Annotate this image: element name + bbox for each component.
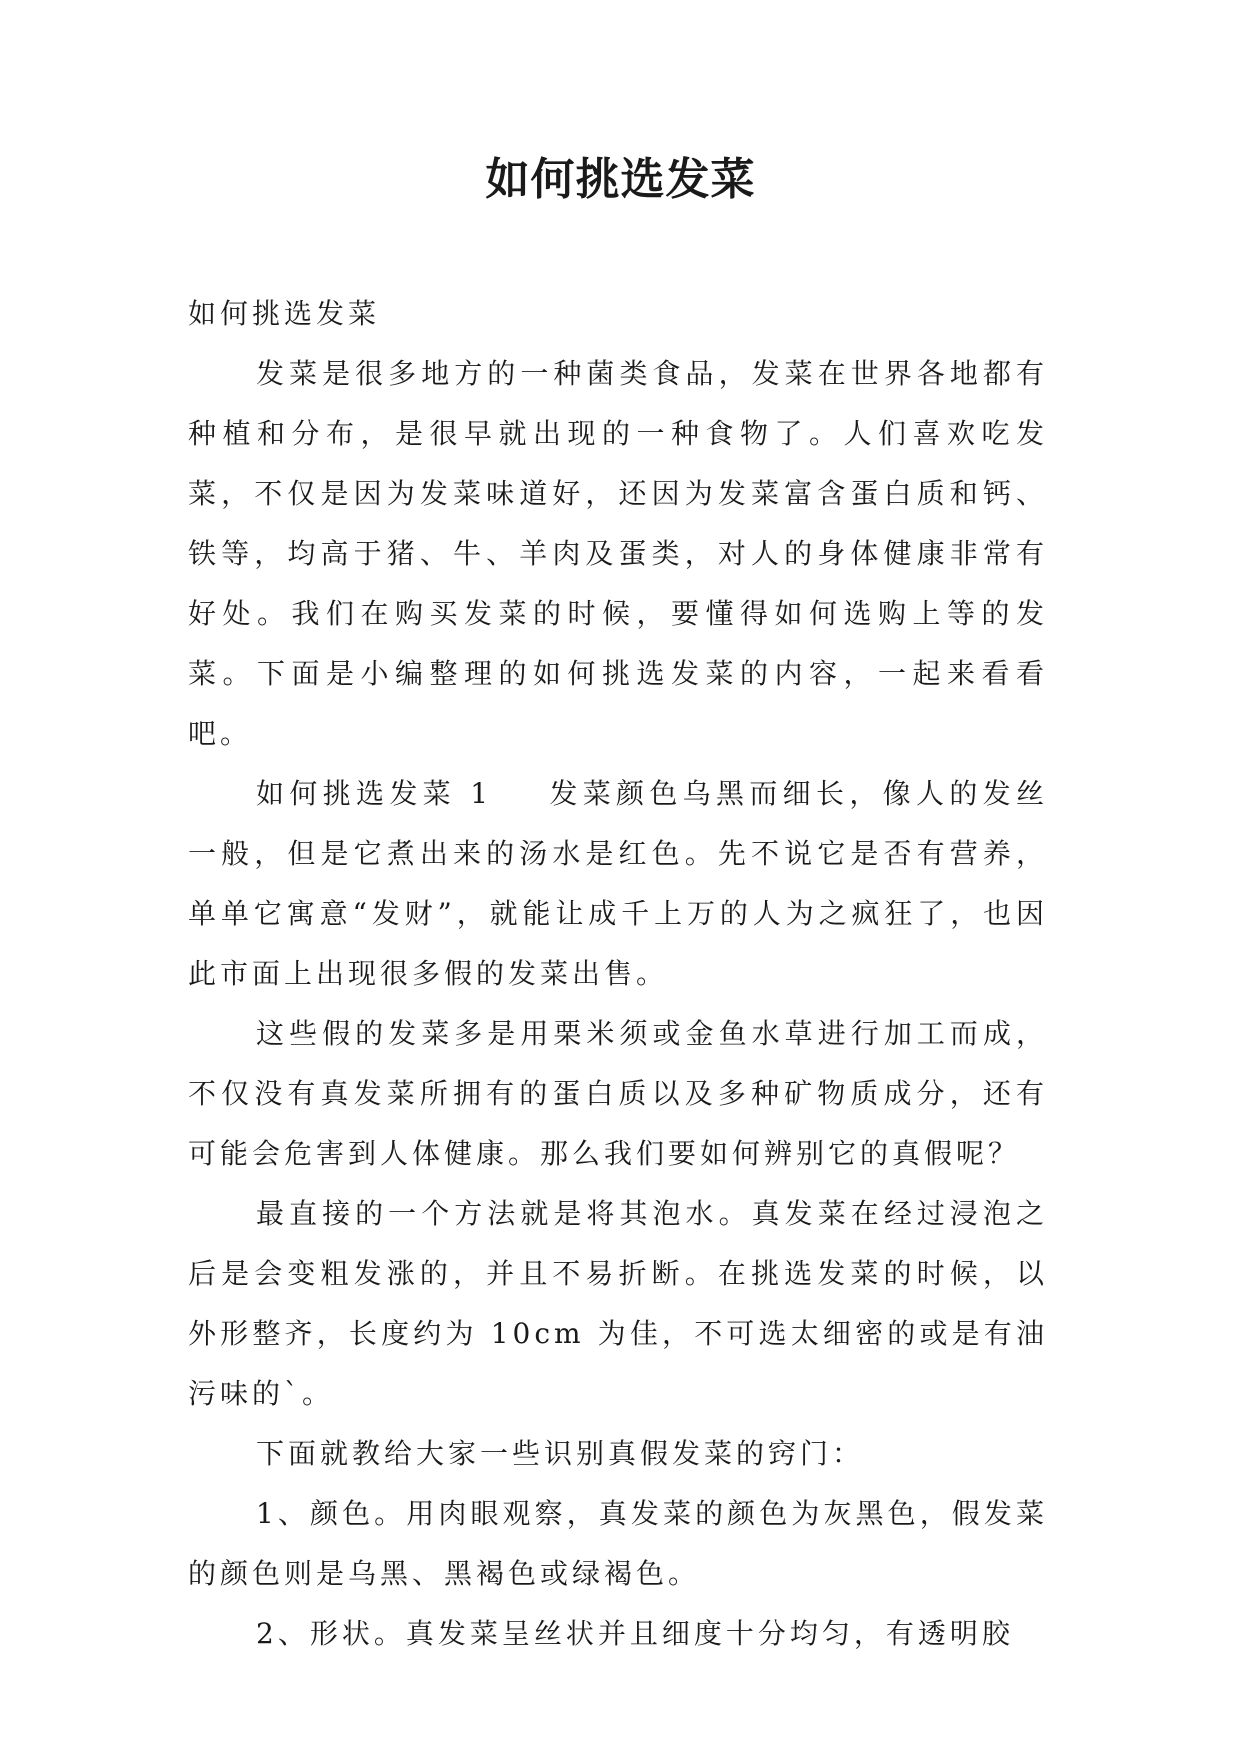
section1-heading: 如何挑选发菜 1 [256, 777, 493, 810]
intro-paragraph: 发菜是很多地方的一种菌类食品，发菜在世界各地都有种植和分布，是很早就出现的一种食物了。人们喜欢吃发菜，不仅是因为发菜味道好，还因为发菜富含蛋白质和钙、铁等，均高于猪、牛、羊肉及蛋类，对人的身体健康非常有好处。我们在购买发菜的时候，要懂得如何选购上等的发菜。下面是小编整理的如何挑选发菜的内容，一起来看看吧。 [188, 357, 1048, 750]
tips-intro-paragraph: 下面就教给大家一些识别真假发菜的窍门： [256, 1437, 865, 1470]
soak-method-paragraph: 最直接的一个方法就是将其泡水。真发菜在经过浸泡之后是会变粗发涨的，并且不易折断。在挑选发菜的时候，以外形整齐，长度约为 10cm 为佳，不可选太细密的或是有油污味的`。 [188, 1197, 1048, 1410]
section1-text: 发菜颜色乌黑而细长，像人的发丝一般，但是它煮出来的汤水是红色。先不说它是否有营养，单单它寓意“发财”，就能让成千上万的人为之疯狂了，也因此市面上出现很多假的发菜出售。 [188, 777, 1048, 990]
shape-tip-paragraph: 2、形状。真发菜呈丝状并且细度十分均匀，有透明胶 [256, 1617, 1014, 1650]
section1-paragraph [188, 764, 1048, 1004]
document-body [188, 284, 1048, 1664]
document-title: 如何挑选发菜 [485, 154, 756, 205]
document-subtitle: 如何挑选发菜 [188, 297, 381, 330]
color-tip-paragraph: 1、颜色。用肉眼观察，真发菜的颜色为灰黑色，假发菜的颜色则是乌黑、黑褐色或绿褐色。 [188, 1497, 1048, 1590]
fake-facai-paragraph: 这些假的发菜多是用栗米须或金鱼水草进行加工而成，不仅没有真发菜所拥有的蛋白质以及多种矿物质成分，还有可能会危害到人体健康。那么我们要如何辨别它的真假呢？ [188, 1017, 1048, 1170]
